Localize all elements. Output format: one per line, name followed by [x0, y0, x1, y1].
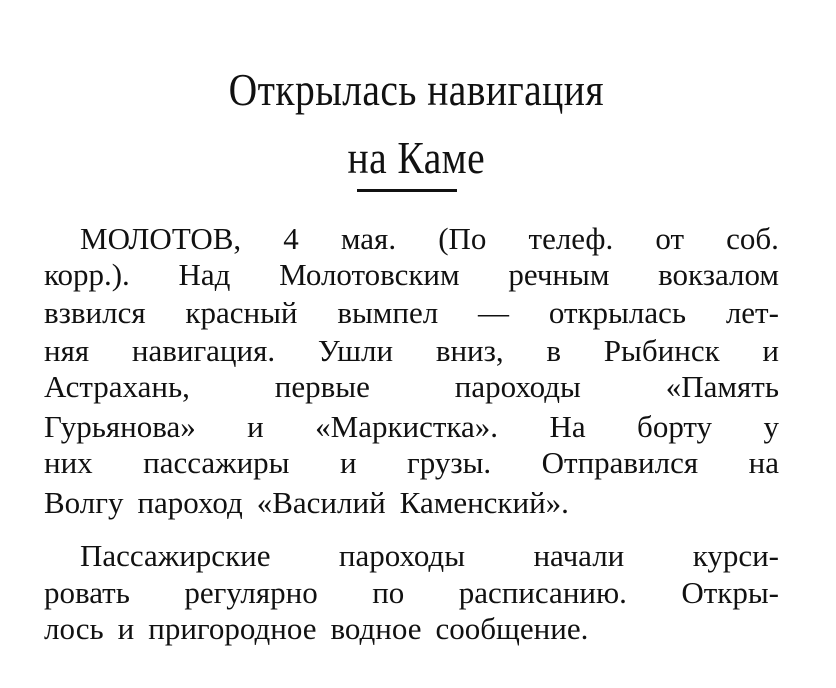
headline-line-1: Открылась навигация [228, 64, 604, 115]
word: борту [637, 409, 713, 444]
word: вокзалом [658, 257, 779, 292]
word: и [117, 611, 135, 646]
word: Астрахань, [44, 369, 190, 404]
word: — [478, 295, 510, 330]
paragraph-2-line [44, 613, 779, 644]
word: и [247, 409, 264, 444]
word: расписанию. [458, 575, 627, 610]
word: корр.). [44, 257, 130, 292]
word: Откры- [681, 575, 779, 610]
paragraph-2-line [44, 577, 779, 608]
word: пароход [137, 485, 243, 520]
word: МОЛОТОВ, [80, 221, 242, 256]
paragraph-1-line [44, 335, 779, 366]
word: лет- [725, 295, 779, 330]
word: мая. [340, 221, 397, 256]
word: первые [274, 369, 370, 404]
word: «Маркистка». [315, 409, 499, 444]
paragraph-1-line [44, 297, 779, 328]
word: речным [508, 257, 610, 292]
paragraph-1-line [44, 487, 779, 518]
word: них [44, 445, 93, 480]
word: телеф. [528, 221, 614, 256]
word: навигация. [131, 333, 276, 368]
word: Гурьянова» [44, 409, 196, 444]
paragraph-2-line [80, 540, 779, 571]
word: Молотовским [279, 257, 460, 292]
word: Ушли [317, 333, 394, 368]
headline-divider [357, 189, 457, 192]
word: вымпел [337, 295, 439, 330]
word: ровать [44, 575, 130, 610]
word: 4 [283, 221, 299, 256]
word: пароходы [454, 369, 581, 404]
paragraph-1-line [80, 223, 779, 254]
word: регулярно [184, 575, 318, 610]
word: Отправился [541, 445, 699, 480]
paragraph-1-line [44, 259, 779, 290]
word: и [762, 333, 779, 368]
word: вниз, [435, 333, 504, 368]
word: Каменский». [399, 485, 569, 520]
paragraph-1-line [44, 447, 779, 478]
word: «Память [665, 369, 779, 404]
word: (По [438, 221, 487, 256]
word: начали [533, 538, 625, 573]
word: водное [330, 611, 422, 646]
word: Над [178, 257, 231, 292]
word: пассажиры [143, 445, 290, 480]
word: Волгу [44, 485, 124, 520]
word: по [372, 575, 405, 610]
word: Рыбинск [603, 333, 720, 368]
word: лось [44, 611, 104, 646]
word: «Василий [256, 485, 386, 520]
word: от [655, 221, 685, 256]
word: соб. [726, 221, 779, 256]
word: открылась [548, 295, 687, 330]
word: пригородное [148, 611, 317, 646]
word: сообщение. [435, 611, 589, 646]
word: в [546, 333, 562, 368]
word: Пассажирские [80, 538, 271, 573]
word: На [549, 409, 586, 444]
word: на [748, 445, 779, 480]
word: и [339, 445, 357, 480]
paragraph-1-line [44, 411, 779, 442]
word: у [763, 409, 779, 444]
headline-line-2: на Каме [347, 132, 486, 183]
word: красный [185, 295, 298, 330]
word: грузы. [407, 445, 492, 480]
word: взвился [44, 295, 146, 330]
paragraph-1-line [44, 371, 779, 402]
word: пароходы [338, 538, 466, 573]
word: курси- [692, 538, 779, 573]
word: няя [44, 333, 90, 368]
